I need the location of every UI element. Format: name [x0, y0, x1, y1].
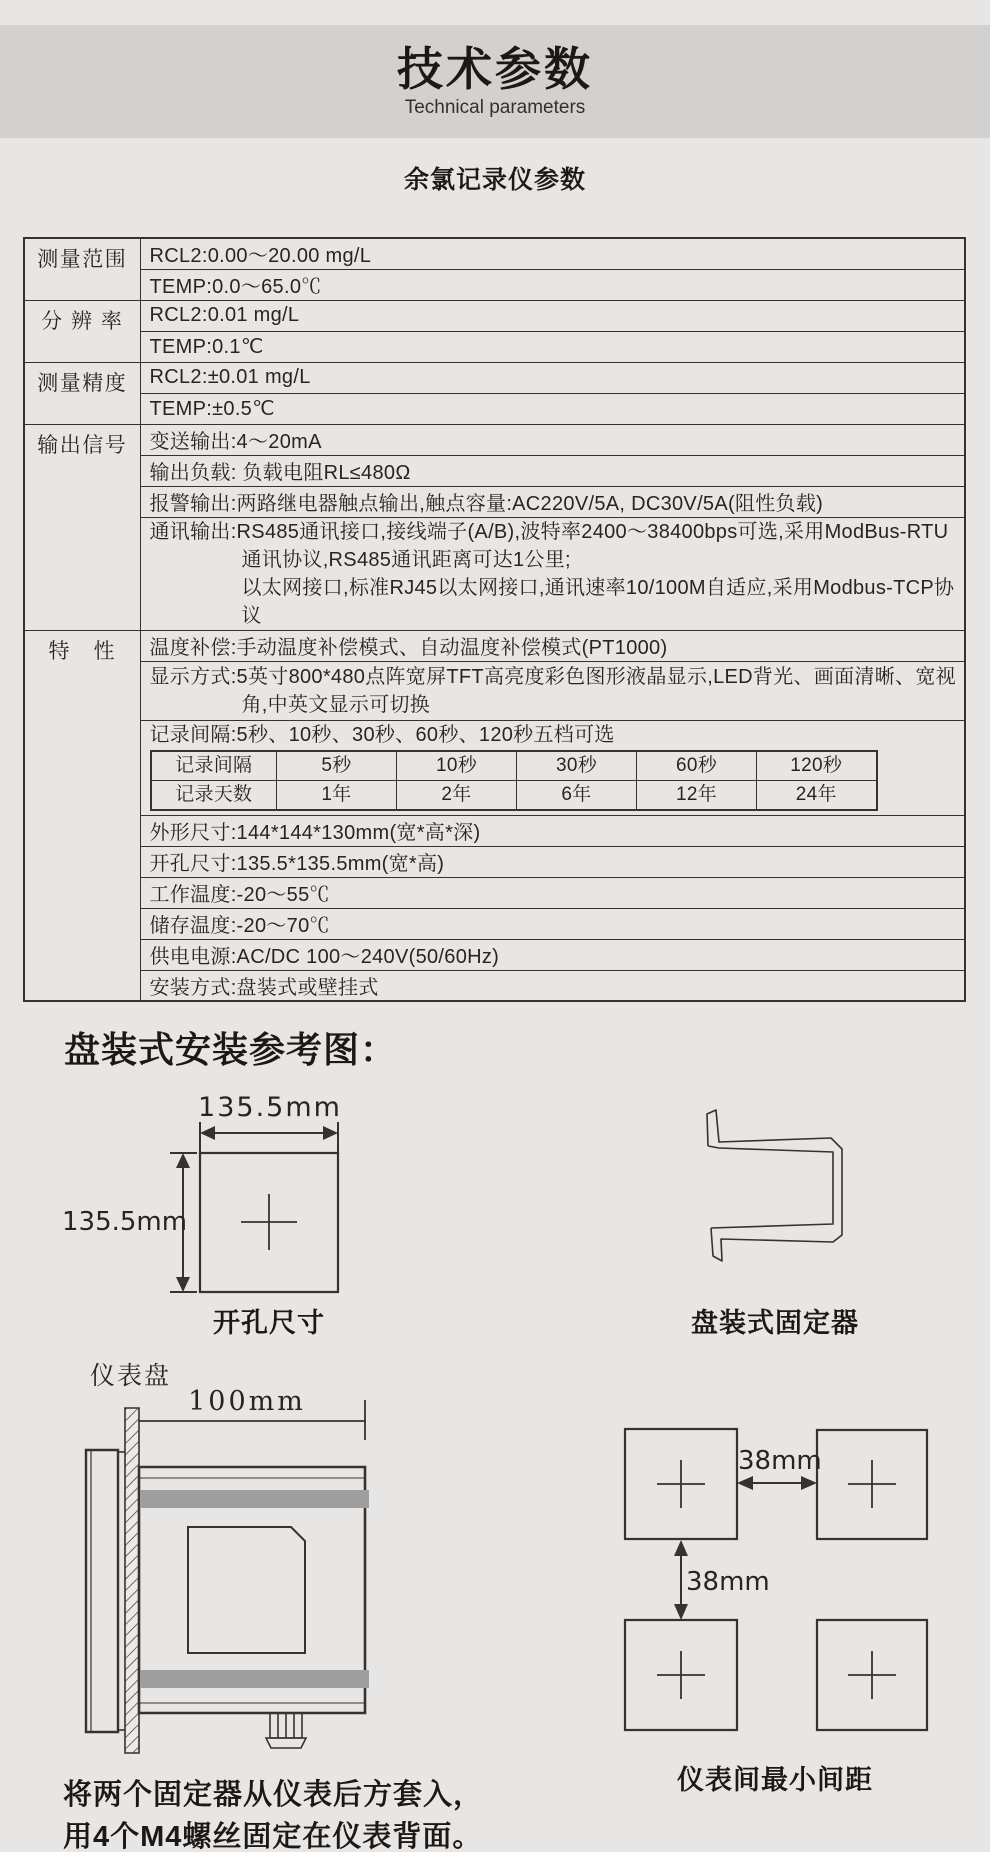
display-line-1: 显示方式:5英寸800*480点阵宽屏TFT高亮度彩色图形液晶显示,LED背光、画面清晰、宽视: [149, 665, 956, 688]
fixer-bar-bottom: [140, 1670, 369, 1688]
comm-line-1: 通讯输出:RS485通讯接口,接线端子(A/B),波特率2400～38400bps可选,采用ModBus-RTU: [149, 520, 949, 543]
mount-note-line-2: 用4个M4螺丝固定在仪表背面。: [63, 1821, 483, 1852]
record-cell: 12年: [637, 780, 757, 810]
spec-value: 变送输出:4～20mA: [140, 424, 965, 455]
row-label: 特 性: [24, 630, 140, 1001]
table-row: [24, 877, 965, 908]
gap-horizontal-label: 38mm: [738, 1446, 822, 1476]
record-interval-label: 记录间隔:5秒、10秒、30秒、60秒、120秒五档可选: [149, 723, 615, 746]
page-subtitle: Technical parameters: [404, 97, 586, 118]
record-cell: 24年: [757, 780, 877, 810]
panel-wall-hatch: [125, 1408, 139, 1753]
record-cell: 10秒: [397, 751, 517, 781]
row-label: 分 辨 率: [24, 300, 140, 362]
spec-value-display: [140, 661, 965, 720]
fixer-bar-top: [140, 1490, 369, 1508]
cable-gland: [266, 1713, 306, 1748]
table-row: [24, 720, 965, 815]
record-cell: 120秒: [757, 751, 877, 781]
record-cell: 5秒: [277, 751, 397, 781]
bracket-caption: 盘装式固定器: [691, 1308, 859, 1338]
spec-value: TEMP:±0.5℃: [140, 393, 965, 424]
spec-value: 安装方式:盘装式或壁挂式: [140, 970, 965, 1001]
spacing-caption: 仪表间最小间距: [677, 1765, 873, 1795]
table-row: [24, 269, 965, 300]
record-days-row: [151, 780, 877, 810]
record-cell: 1年: [277, 780, 397, 810]
panel-label: 仪表盘: [90, 1362, 172, 1390]
hole-height-label: 135.5mm: [62, 1207, 188, 1237]
record-cell: 6年: [517, 780, 637, 810]
row-label: 测量范围: [24, 238, 140, 300]
record-header-row: [151, 751, 877, 781]
record-cell: 60秒: [637, 751, 757, 781]
spec-value: TEMP:0.1℃: [140, 331, 965, 362]
table-row: [24, 630, 965, 661]
record-cell: 30秒: [517, 751, 637, 781]
spec-value: 输出负载: 负载电阻RL≤480Ω: [140, 455, 965, 486]
terminal-block: [188, 1527, 305, 1653]
record-cell: 2年: [397, 780, 517, 810]
comm-line-3: 以太网接口,标准RJ45以太网接口,通讯速率10/100M自适应,采用Modbus-TCP协议: [241, 576, 955, 627]
record-table: [150, 750, 878, 811]
table-row: [24, 331, 965, 362]
table-title: 余氯记录仪参数: [403, 166, 586, 194]
table-row: [24, 970, 965, 1001]
spec-value: RCL2:±0.01 mg/L: [140, 362, 965, 393]
table-row: [24, 455, 965, 486]
spec-value-comm: [140, 517, 965, 630]
record-cell: 记录间隔: [151, 751, 277, 781]
header-band: [0, 25, 990, 138]
display-line-2: 角,中英文显示可切换: [241, 693, 431, 716]
spec-value: 报警输出:两路继电器触点输出,触点容量:AC220V/5A, DC30V/5A(阻性负载): [140, 486, 965, 517]
bracket-inner-edge: [708, 1146, 833, 1228]
row-label: 测量精度: [24, 362, 140, 424]
row-label: 输出信号: [24, 424, 140, 630]
spec-value: 外形尺寸:144*144*130mm(宽*高*深): [140, 815, 965, 846]
spec-value: 开孔尺寸:135.5*135.5mm(宽*高): [140, 846, 965, 877]
side-view-diagram: [60, 1350, 380, 1760]
spec-value: TEMP:0.0～65.0℃: [140, 269, 965, 300]
table-row: [24, 393, 965, 424]
spec-value: 供电电源:AC/DC 100～240V(50/60Hz): [140, 939, 965, 970]
table-row: [24, 517, 965, 630]
record-cell: 记录天数: [151, 780, 277, 810]
spec-value-record: [140, 720, 965, 815]
arrowheads: [674, 1476, 817, 1620]
table-row: [24, 815, 965, 846]
comm-line-2: 通讯协议,RS485通讯距离可达1公里;: [241, 548, 571, 571]
spec-value: 工作温度:-20～55℃: [140, 877, 965, 908]
spec-value: 储存温度:-20～70℃: [140, 908, 965, 939]
table-row: [24, 300, 965, 331]
page-title: 技术参数: [397, 43, 593, 95]
mount-section-heading: 盘装式安装参考图：: [64, 1029, 398, 1070]
spec-value: RCL2:0.01 mg/L: [140, 300, 965, 331]
table-row: [24, 939, 965, 970]
table-row: [24, 908, 965, 939]
spec-table: [23, 237, 966, 1002]
bracket-diagram: [695, 1108, 850, 1268]
table-row: [24, 362, 965, 393]
panel-width-label: 100mm: [188, 1386, 306, 1417]
gap-vertical-label: 38mm: [686, 1567, 770, 1597]
table-row: [24, 424, 965, 455]
table-row: [24, 661, 965, 720]
spec-value: 温度补偿:手动温度补偿模式、自动温度补偿模式(PT1000): [140, 630, 965, 661]
table-row: [24, 846, 965, 877]
hole-caption: 开孔尺寸: [213, 1308, 325, 1338]
hole-width-label: 135.5mm: [198, 1092, 342, 1123]
mount-note-line-1: 将两个固定器从仪表后方套入，: [63, 1779, 484, 1811]
spec-value: RCL2:0.00～20.00 mg/L: [140, 238, 965, 269]
bracket-outline: [707, 1110, 842, 1261]
table-row: [24, 238, 965, 269]
table-row: [24, 486, 965, 517]
